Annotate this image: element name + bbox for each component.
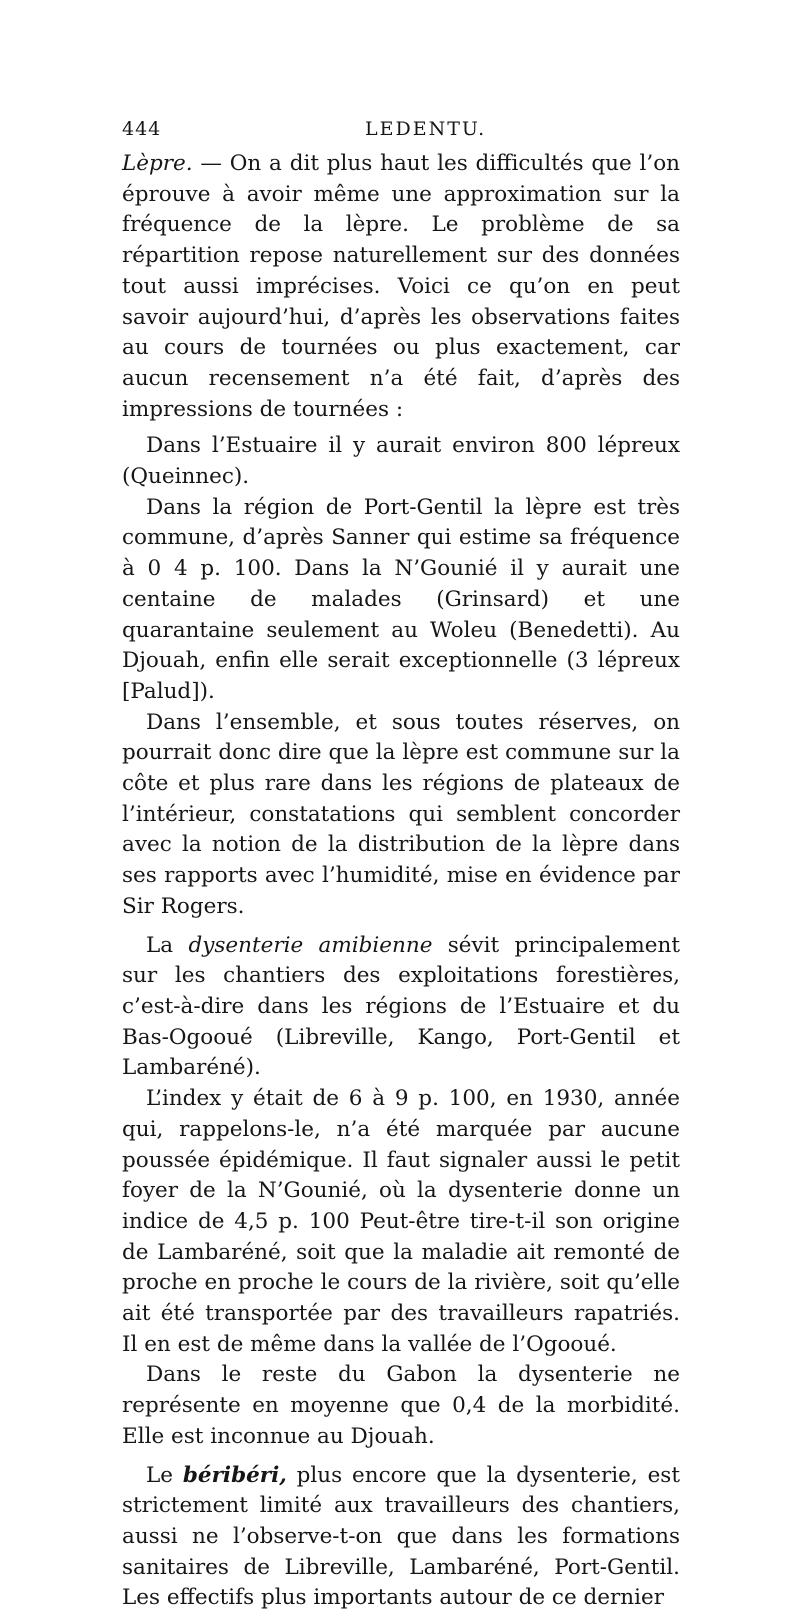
paragraph-text: Dans le reste du Gabon la dysenterie ne représente en moyenne que 0,4 de la morbidité. Elle est inconnue au Djouah.: [122, 1362, 680, 1449]
body-text: [122, 149, 680, 1614]
running-head: LEDENTU.: [365, 118, 487, 140]
paragraph-lepre: [122, 149, 680, 425]
term-lepre: Lèpre.: [122, 151, 193, 176]
paragraph-text-before: La: [146, 932, 189, 958]
paragraph-dysenterie: [122, 931, 680, 1085]
term-beriberi: béribéri,: [182, 1462, 287, 1488]
paragraph-text: Dans l’Estuaire il y aurait environ 800 lépreux (Queinnec).: [122, 433, 680, 490]
paragraph-estuaire: [122, 431, 680, 492]
paragraph-text: L’index y était de 6 à 9 p. 100, en 1930, année qui, rappelons-le, n’a été marquée par aucune poussée épidémique. Il faut signaler aussi le petit foyer de la N’Gounié, où la dysenterie donne un indice de 4,5 p. 100 Peut-être tire-t-il son origine de Lambaréné, soit que la maladie ait remonté de proche en proche le cours de la rivière, soit qu’elle ait été transportée par des travailleurs rapatriés. Il en est de même dans la vallée de l’Ogooué.: [122, 1086, 680, 1357]
page-header: [0, 118, 800, 142]
paragraph-beriberi: [122, 1461, 680, 1614]
paragraph-port-gentil: [122, 493, 680, 708]
paragraph-text: Dans l’ensemble, et sous toutes réserves, on pourrait donc dire que la lèpre est commune sur la côte et plus rare dans les régions de plateaux de l’intérieur, constatations qui semblent concorder avec la notion de la distribution de la lèpre dans ses rapports avec l’humidité, mise en évidence par Sir Rogers.: [122, 709, 680, 919]
paragraph-ensemble: [122, 708, 680, 923]
term-dysenterie-amibienne: dysenterie amibienne: [188, 932, 433, 958]
paragraph-index: [122, 1084, 680, 1360]
paragraph-text: — On a dit plus haut les difficultés que l’on éprouve à avoir même une approximation sur la fréquence de la lèpre. Le problème de sa répartition repose naturellement sur des données tout aussi imprécises. Voici ce qu’on en peut savoir aujourd’hui, d’après les observations faites au cours de tournées ou plus exactement, car aucun recensement n’a été fait, d’après des impressions de tournées :: [122, 151, 680, 422]
paragraph-text-before: Le: [146, 1462, 183, 1488]
paragraph-text: plus encore que la dysenterie, est strictement limité aux travailleurs des chantiers, aussi ne l’observe-t-on que dans les formations sanitaires de Libreville, Lambaréné, Port-Gentil. Les effectifs plus importants autour de ce dernier: [122, 1462, 680, 1611]
paragraph-text: Dans la région de Port-Gentil la lèpre est très commune, d’après Sanner qui estime sa fréquence à 0 4 p. 100. Dans la N’Gounié il y aurait une centaine de malades (Grinsard) et une quarantaine seulement au Woleu (Benedetti). Au Djouah, enfin elle serait exceptionnelle (3 lépreux [Palud]).: [122, 494, 680, 704]
paragraph-text: sévit principalement sur les chantiers des exploitations forestières, c’est-à-dire dans les régions de l’Estuaire et du Bas-Ogooué (Libreville, Kango, Port-Gentil et Lambaréné).: [122, 932, 680, 1081]
paragraph-reste-gabon: [122, 1360, 680, 1452]
page-number: 444: [122, 118, 162, 140]
